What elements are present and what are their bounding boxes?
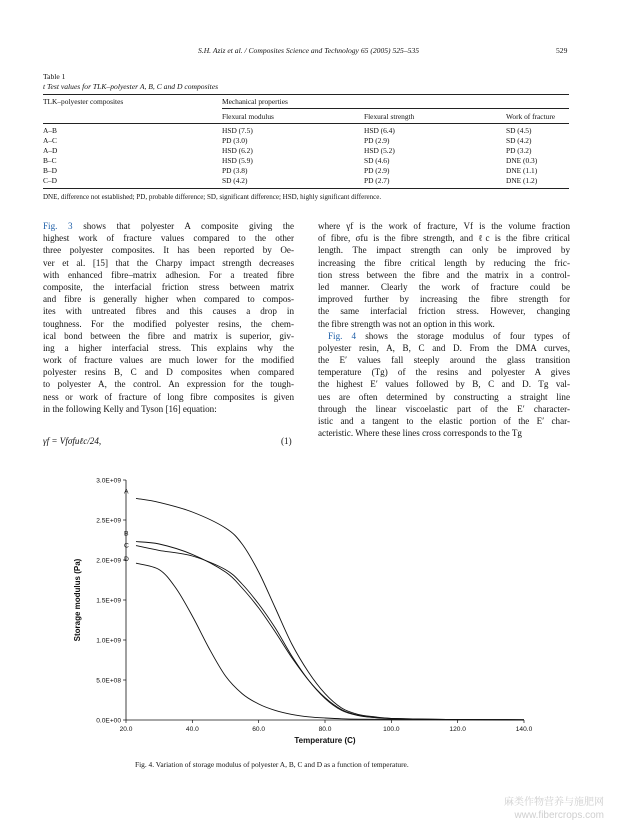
text-line: and fibre is generally higher when compared to compos-: [43, 294, 294, 305]
table-row-name: A–C: [43, 136, 57, 145]
watermark-line1: 麻类作物营养与施肥网: [504, 797, 604, 808]
text-line: istic and a tangent to the elastic portion of the E′ char-: [318, 416, 570, 426]
series-label-c: C: [123, 542, 129, 550]
text-line: to polyester A, the control. An expression for the tough-: [43, 379, 294, 390]
text-line: the E′ values fall steeply around the glass transition: [318, 355, 570, 366]
text-line: of fibre, σfu is the fibre strength, and ℓc is the fibre critical: [318, 233, 570, 244]
text-line: [318, 330, 570, 342]
text-line: toughness. For the modified polyester resins, the chem-: [43, 318, 294, 329]
table-cell: HSD (6.4): [364, 126, 395, 135]
text-line: highest work of fracture values compared to the other: [43, 233, 294, 244]
text-line: work of fracture values are much lower for the modified: [43, 355, 294, 366]
watermark-line2: www.fibercrops.com: [514, 810, 604, 821]
text-line: acteristic. Where these lines cross corresponds to the Tg: [318, 428, 522, 439]
series-line-d: [136, 563, 524, 720]
series-label-d: D: [123, 556, 129, 564]
table-cell: SD (4.6): [364, 156, 390, 165]
text-line: ver et al. [15] that the Charpy impact strength decreases: [43, 257, 294, 268]
table-cell: HSD (7.5): [222, 126, 253, 135]
x-axis-label: Temperature (C): [294, 736, 356, 745]
table-header-group: Mechanical properties: [222, 97, 288, 106]
text-line: ites with untreated fibres and this causes a drop in: [43, 306, 294, 317]
text-line: ing a higher interfacial stress. This explains why the: [43, 342, 294, 353]
table-header-composites: TLK–polyester composites: [43, 97, 124, 106]
text-line: composite, the interfacial friction stress between matrix: [43, 281, 294, 292]
series-line-c: [136, 546, 524, 720]
table-header-rule: [43, 123, 569, 124]
y-axis-label: Storage modulus (Pa): [73, 558, 82, 642]
text-line: led manner. Clearly the work of fracture could be: [318, 281, 570, 292]
table-label: Table 1: [43, 72, 66, 81]
table-caption: t Test values for TLK–polyester A, B, C and D composites: [43, 82, 219, 91]
table-cell: PD (3.0): [222, 136, 248, 145]
table-top-rule: [43, 94, 569, 95]
text-line: through the linear viscoelastic part of the E′ character-: [318, 403, 570, 414]
text-line: the fibre strength was not an option in this work.: [318, 318, 495, 329]
text-line: in the following Kelly and Tyson [16] equation:: [43, 403, 217, 414]
table-cell: PD (2.9): [364, 166, 390, 175]
text-line: ical bond between the fibre and matrix is superior, giv-: [43, 330, 294, 341]
text-line: temperature (Tg) of the resins and polyester A gives: [318, 367, 570, 378]
series-label-a: A: [123, 488, 129, 496]
table-cell: PD (2.7): [364, 176, 390, 185]
y-tick-label: 5.0E+08: [96, 677, 121, 685]
series-label-b: B: [123, 530, 129, 538]
x-tick-label: 40.0: [185, 726, 199, 733]
storage-modulus-chart: [60, 470, 540, 760]
text-line: polyester resin, A, B, C and D. From the DMA curves,: [318, 342, 570, 353]
table-cell: HSD (6.2): [222, 146, 253, 155]
y-tick-label: 3.0E+09: [96, 477, 121, 485]
series-line-b: [136, 542, 524, 720]
text-line: [43, 220, 294, 232]
text-line-rest: shows that polyester A composite giving the: [72, 221, 294, 231]
x-tick-label: 120.0: [449, 726, 466, 733]
table-cell: SD (4.2): [222, 176, 248, 185]
text-line: increasing the fibre critical length by reducing the fric-: [318, 257, 570, 268]
table-bottom-rule: [43, 188, 569, 189]
text-line-rest: shows the storage modulus of four types of: [356, 330, 570, 341]
y-tick-label: 2.0E+09: [96, 557, 121, 565]
text-line: with enhanced fibre–matrix adhesion. For a treated fibre: [43, 269, 294, 280]
table-row-name: B–D: [43, 166, 57, 175]
running-head: S.H. Aziz et al. / Composites Science and Technology 65 (2005) 525–535: [198, 46, 420, 55]
text-line: three polyester composites. It has been reported by Oe-: [43, 245, 294, 256]
table-row-name: C–D: [43, 176, 57, 185]
x-tick-label: 100.0: [383, 726, 400, 733]
text-line: improved further by increasing the fibre strength for: [318, 294, 570, 305]
table-header-strength: Flexural strength: [364, 112, 415, 121]
table-cell: HSD (5.2): [364, 146, 395, 155]
table-cell: DNE (1.2): [506, 176, 538, 185]
watermark: [504, 796, 604, 822]
series-line-a: [136, 498, 524, 719]
table-cell: DNE (1.1): [506, 166, 538, 175]
table-cell: SD (4.5): [506, 126, 532, 135]
figure-link[interactable]: Fig. 3: [43, 221, 73, 231]
table-row-name: A–D: [43, 146, 58, 155]
text-line: ues are often determined by constructing a straight line: [318, 391, 570, 402]
text-line: polyester resins B, C and D composites when compared: [43, 367, 294, 378]
table-cell: DNE (0.3): [506, 156, 538, 165]
table-cell: SD (4.2): [506, 136, 532, 145]
y-tick-label: 1.5E+09: [96, 597, 121, 605]
table-cell: PD (3.8): [222, 166, 248, 175]
table-header-fracture: Work of fracture: [506, 112, 556, 121]
table-footnote: DNE, difference not established; PD, probable difference; SD, significant difference; HSD, highly significant difference.: [43, 193, 382, 201]
x-tick-label: 20.0: [119, 726, 133, 733]
figure-caption: Fig. 4. Variation of storage modulus of polyester A, B, C and D as a function of temperature.: [135, 760, 409, 769]
y-tick-label: 0.0E+00: [96, 717, 121, 725]
right-column-text: [318, 220, 570, 439]
figure-link[interactable]: Fig. 4: [328, 330, 357, 341]
text-line: where γf is the work of fracture, Vf is the volume fraction: [318, 221, 570, 231]
table-cell: PD (2.9): [364, 136, 390, 145]
table-group-rule: [222, 108, 569, 109]
y-tick-label: 2.5E+09: [96, 517, 121, 525]
text-line: the highest E′ values followed by B, C and D. Tg val-: [318, 379, 570, 390]
text-line: the same interfacial friction stress. However, changing: [318, 306, 570, 317]
equation-number: (1): [281, 436, 292, 446]
table-row-name: B–C: [43, 156, 57, 165]
x-tick-label: 80.0: [318, 726, 332, 733]
text-line: ness or work of fracture of long fibre composites is given: [43, 391, 294, 402]
page-number: 529: [556, 46, 568, 55]
table-row-name: A–B: [43, 126, 57, 135]
x-tick-label: 60.0: [252, 726, 266, 733]
y-tick-label: 1.0E+09: [96, 637, 121, 645]
text-line: tion stress between the fibre and the matrix in a control-: [318, 269, 570, 280]
equation: γf = Vfσfuℓc/24,: [43, 436, 102, 446]
text-line: length. The impact strength can only be improved by: [318, 245, 570, 256]
left-column-text: [43, 220, 294, 415]
table-header-modulus: Flexural modulus: [222, 112, 274, 121]
x-tick-label: 140.0: [515, 726, 533, 733]
table-cell: HSD (5.9): [222, 156, 253, 165]
table-cell: PD (3.2): [506, 146, 532, 155]
